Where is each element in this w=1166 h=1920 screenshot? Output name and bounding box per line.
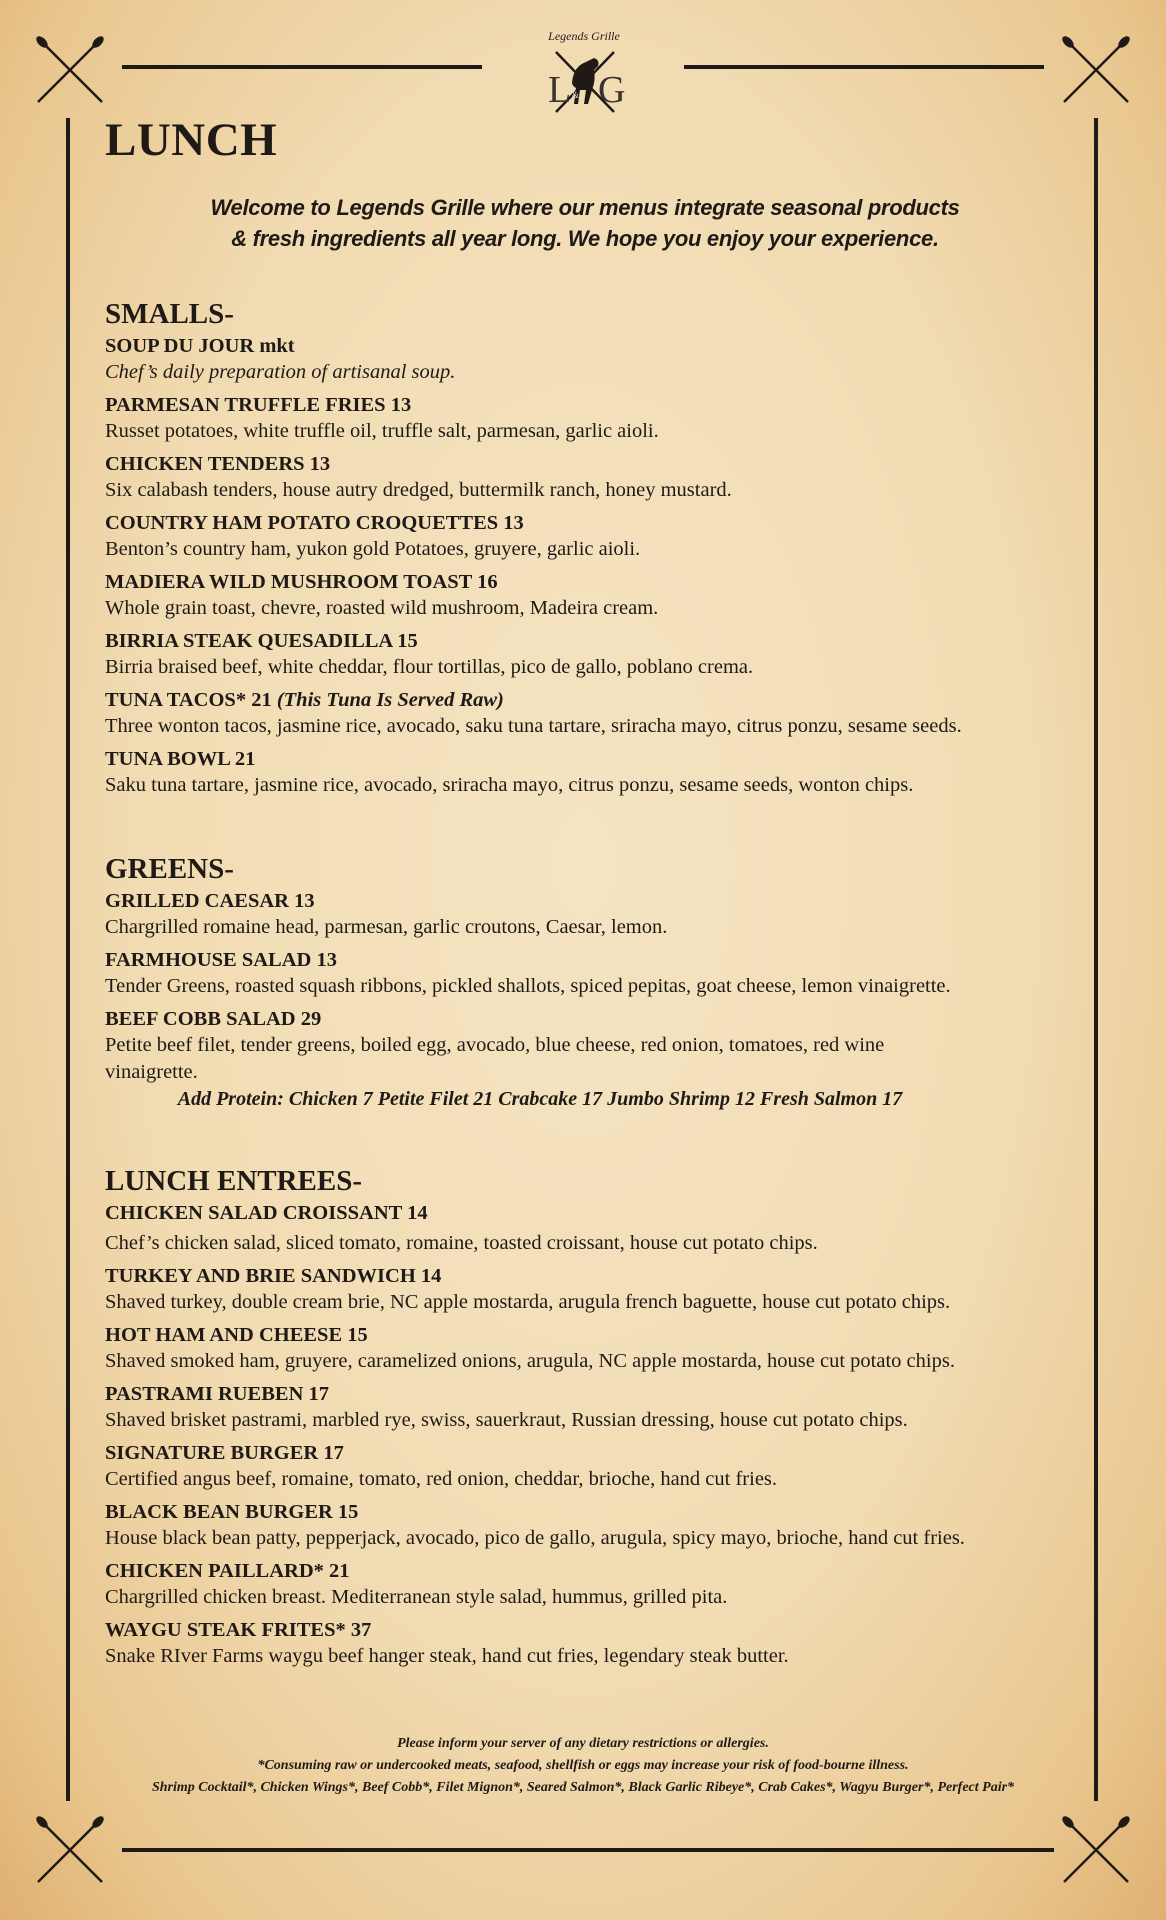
item-name: BIRRIA STEAK QUESADILLA 15 <box>105 630 418 652</box>
item-description: Shaved smoked ham, gruyere, caramelized onions, arugula, NC apple mostarda, house cut potato chips. <box>105 1350 955 1372</box>
menu-item <box>105 451 1065 504</box>
menu-item <box>105 333 1065 386</box>
raw-warning-note: (This Tuna Is Served Raw) <box>276 689 504 711</box>
add-protein-options: Add Protein: Chicken 7 Petite Filet 21 Crabcake 17 Jumbo Shrimp 12 Fresh Salmon 17 <box>177 1088 903 1110</box>
item-description: Certified angus beef, romaine, tomato, red onion, cheddar, brioche, hand cut fries. <box>105 1468 778 1490</box>
item-description: Petite beef filet, tender greens, boiled egg, avocado, blue cheese, red onion, tomatoes, red wine vinaigrette. <box>105 1034 885 1083</box>
menu-item <box>105 569 1065 622</box>
item-name: BEEF COBB SALAD 29 <box>105 1008 322 1030</box>
crossed-utensils-icon <box>1060 34 1132 106</box>
item-description: Shaved brisket pastrami, marbled rye, swiss, sauerkraut, Russian dressing, house cut potato chips. <box>105 1409 908 1431</box>
legends-grille-logo <box>534 24 634 118</box>
smalls-section <box>105 295 1065 805</box>
item-name: TURKEY AND BRIE SANDWICH 14 <box>105 1265 442 1287</box>
item-name: BLACK BEAN BURGER 15 <box>105 1501 359 1523</box>
item-description: Saku tuna tartare, jasmine rice, avocado, sriracha mayo, citrus ponzu, sesame seeds, wonton chips. <box>105 774 914 796</box>
item-description: Birria braised beef, white cheddar, flour tortillas, pico de gallo, poblano crema. <box>105 656 754 678</box>
menu-item <box>105 1558 1065 1611</box>
left-border <box>66 118 70 1801</box>
logo-script-text: Legends Grille <box>548 29 620 43</box>
menu-item <box>105 746 1065 799</box>
top-rule-left <box>122 65 482 69</box>
welcome-message <box>105 192 1065 254</box>
footer-notice <box>0 1733 1166 1799</box>
welcome-line-2: & fresh ingredients all year long. We hope you enjoy your experience. <box>231 226 939 251</box>
raw-food-warning: *Consuming raw or undercooked meats, seafood, shellfish or eggs may increase your risk of food-bourne illness. <box>257 1758 909 1773</box>
bottom-rule <box>122 1848 1054 1852</box>
menu-item <box>105 947 1065 1000</box>
item-name: COUNTRY HAM POTATO CROQUETTES 13 <box>105 512 524 534</box>
item-description: Russet potatoes, white truffle oil, truffle salt, parmesan, garlic aioli. <box>105 420 659 442</box>
item-description: Shaved turkey, double cream brie, NC apple mostarda, arugula french baguette, house cut potato chips. <box>105 1291 951 1313</box>
crossed-utensils-icon <box>34 1814 106 1886</box>
item-name: WAYGU STEAK FRITES* 37 <box>105 1619 372 1641</box>
item-name <box>105 687 1065 713</box>
item-description: House black bean patty, pepperjack, avocado, pico de gallo, arugula, spicy mayo, brioche, hand cut fries. <box>105 1527 965 1549</box>
item-name: CHICKEN SALAD CROISSANT 14 <box>105 1202 428 1224</box>
menu-item <box>105 687 1065 740</box>
menu-item <box>105 1440 1065 1493</box>
section-title-greens: GREENS- <box>105 853 234 885</box>
section-title-smalls: SMALLS- <box>105 298 234 330</box>
logo-letter-l: L <box>548 69 572 111</box>
logo-ampersand: & <box>572 90 580 100</box>
greens-section <box>105 850 1065 1113</box>
crossed-utensils-icon <box>34 34 106 106</box>
item-name: GRILLED CAESAR 13 <box>105 890 315 912</box>
menu-item <box>105 1006 1065 1086</box>
item-description: Benton’s country ham, yukon gold Potatoes, gruyere, garlic aioli. <box>105 538 641 560</box>
item-description: Tender Greens, roasted squash ribbons, pickled shallots, spiced pepitas, goat cheese, lemon vinaigrette. <box>105 975 951 997</box>
item-name: FARMHOUSE SALAD 13 <box>105 949 337 971</box>
item-description: Six calabash tenders, house autry dredged, buttermilk ranch, honey mustard. <box>105 479 732 501</box>
item-name: PASTRAMI RUEBEN 17 <box>105 1383 329 1405</box>
menu-item <box>105 888 1065 941</box>
menu-item <box>105 510 1065 563</box>
menu-item <box>105 392 1065 445</box>
menu-item <box>105 1381 1065 1434</box>
logo-letter-g: G <box>598 69 626 111</box>
allergy-notice: Please inform your server of any dietary restrictions or allergies. <box>397 1736 769 1751</box>
item-name: TUNA BOWL 21 <box>105 748 256 770</box>
item-description: Chef’s daily preparation of artisanal soup. <box>105 361 456 383</box>
menu-content <box>105 112 1065 1667</box>
item-name: CHICKEN PAILLARD* 21 <box>105 1560 350 1582</box>
item-description: Chargrilled romaine head, parmesan, garlic croutons, Caesar, lemon. <box>105 916 668 938</box>
item-name: MADIERA WILD MUSHROOM TOAST 16 <box>105 571 498 593</box>
item-description: Chargrilled chicken breast. Mediterranean style salad, hummus, grilled pita. <box>105 1586 728 1608</box>
menu-item <box>105 1499 1065 1552</box>
item-name-text: TUNA TACOS* 21 <box>105 689 272 711</box>
menu-item <box>105 1263 1065 1316</box>
crossed-utensils-icon <box>1060 1814 1132 1886</box>
item-name: HOT HAM AND CHEESE 15 <box>105 1324 368 1346</box>
item-name: CHICKEN TENDERS 13 <box>105 453 331 475</box>
menu-item <box>105 1200 1065 1257</box>
top-rule-right <box>684 65 1044 69</box>
item-description: Whole grain toast, chevre, roasted wild mushroom, Madeira cream. <box>105 597 659 619</box>
item-name: SOUP DU JOUR mkt <box>105 335 295 357</box>
item-description: Snake RIver Farms waygu beef hanger steak, hand cut fries, legendary steak butter. <box>105 1645 789 1667</box>
page-title: LUNCH <box>105 114 278 166</box>
item-description: Three wonton tacos, jasmine rice, avocado, saku tuna tartare, sriracha mayo, citrus ponzu, sesame seeds. <box>105 715 962 737</box>
menu-item <box>105 1322 1065 1375</box>
item-name: SIGNATURE BURGER 17 <box>105 1442 344 1464</box>
section-title-entrees: LUNCH ENTREES- <box>105 1165 363 1197</box>
right-border <box>1094 118 1098 1801</box>
item-description: Chef’s chicken salad, sliced tomato, romaine, toasted croissant, house cut potato chips. <box>105 1232 818 1254</box>
item-name: PARMESAN TRUFFLE FRIES 13 <box>105 394 412 416</box>
entrees-section <box>105 1162 1065 1676</box>
menu-item <box>105 1617 1065 1670</box>
menu-item <box>105 628 1065 681</box>
raw-items-list: Shrimp Cocktail*, Chicken Wings*, Beef Cobb*, Filet Mignon*, Seared Salmon*, Black Garlic Ribeye*, Crab Cakes*, Wagyu Burger*, Perfect Pair* <box>151 1780 1015 1795</box>
welcome-line-1: Welcome to Legends Grille where our menus integrate seasonal products <box>210 195 960 220</box>
